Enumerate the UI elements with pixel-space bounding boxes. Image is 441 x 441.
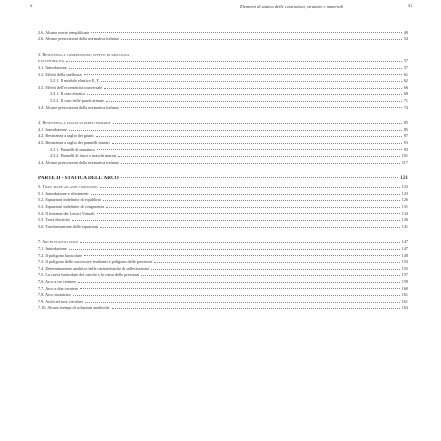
dot-leader	[106, 101, 402, 102]
section-gap	[38, 165, 408, 174]
toc-entry-title: 3.3. Effetti dell'eccentricità trasversale	[38, 84, 103, 90]
dot-leader	[73, 295, 400, 296]
toc-entry-sec[interactable]	[38, 216, 408, 223]
toc-entry-title: 5. Travi piane ad asse curvilineo	[38, 184, 98, 190]
toc-entry-page: 66	[403, 84, 408, 90]
toc-entry-page: 123	[401, 184, 408, 190]
dot-leader	[121, 39, 402, 40]
toc-entry-title: 5.1. Introduzione e riferimenti	[38, 190, 89, 196]
toc-entry-page: 161	[401, 298, 408, 304]
toc-entry-page: 155	[401, 265, 408, 271]
toc-entry-page: 57	[403, 64, 408, 70]
toc-entry-title: 3.3.1. Il caso elastico	[50, 91, 86, 97]
toc-entry-title: 5.4. Il teorema dei Lavori Virtuali	[38, 210, 95, 216]
dot-leader	[72, 220, 400, 221]
toc-entry-page: 126	[401, 197, 408, 203]
toc-entry-chapter[interactable]	[38, 238, 408, 245]
dot-leader	[121, 163, 400, 164]
toc-entry-chapter[interactable]	[38, 183, 408, 190]
toc-entry-title: 4.2. Resistenza a taglio dei giunti	[38, 133, 94, 139]
dot-leader	[87, 94, 401, 95]
section-gap	[38, 229, 408, 238]
running-title: Elementi di statica delle costruzioni, strutture e materiali	[240, 4, 344, 9]
toc-entry-page: 85	[403, 120, 408, 126]
dot-leader	[112, 143, 402, 144]
dot-leader	[80, 242, 400, 243]
toc-entry-sec[interactable]	[38, 202, 408, 209]
toc-entry-title: 7. Archi elastici piani	[38, 239, 78, 245]
toc-entry-sec[interactable]	[38, 297, 408, 304]
toc-entry-title: 3.3.2. Il caso delle pareti armate	[50, 97, 104, 103]
toc-entry-title: 3.4. Alcune prescrizioni della normativa italiana	[38, 104, 119, 110]
toc-entry-page: 49	[403, 29, 408, 35]
toc-entry-page: 74	[403, 104, 408, 110]
toc-entry-sec[interactable]	[38, 258, 408, 265]
toc-entry-sec[interactable]	[38, 125, 408, 132]
toc-entry-sub[interactable]	[38, 90, 408, 97]
toc-entry-title: 7.4. Determinazione analitica delle caratteristiche di sollecitazione	[38, 265, 150, 271]
toc-entry-title: 3.1. Introduzione	[38, 64, 67, 70]
toc-entry-title: 7.7. Arco a due cerniere	[38, 285, 78, 291]
dot-leader	[106, 207, 400, 208]
toc-entry-sec[interactable]	[38, 291, 408, 298]
toc-entry-title: 7.5. La curva funicolare dei carichi e la curva delle pressioni	[38, 272, 140, 278]
dot-leader	[100, 227, 400, 228]
toc-entry-sec[interactable]	[38, 284, 408, 291]
running-header	[0, 4, 441, 16]
dot-leader	[91, 32, 402, 33]
dot-leader	[78, 282, 399, 283]
dot-leader	[97, 149, 402, 150]
toc-entry-sec[interactable]	[38, 158, 408, 165]
toc-entry-title: 4.3. Resistenza a taglio dei pannelli murari	[38, 139, 110, 145]
toc-entry-page: 117	[401, 159, 408, 165]
toc-entry-title: 7.2. Il poligono funicolare	[38, 252, 82, 258]
toc-entry-page: 148	[401, 252, 408, 258]
toc-entry-title: 4.3.1. Pannelli di muratura	[50, 146, 95, 152]
toc-entry-title: 5.2. Equazioni indefinite di equilibrio	[38, 197, 102, 203]
dot-leader	[100, 187, 400, 188]
toc-entry-sec[interactable]	[38, 83, 408, 90]
toc-entry-chapter[interactable]	[38, 119, 408, 126]
toc-entry-page: 136	[401, 217, 408, 223]
dot-leader	[96, 136, 402, 137]
toc-entry-page: 121	[400, 174, 408, 181]
dot-leader	[80, 288, 400, 289]
toc-entry-title: 3. Resistenza a compressione: effetti di snellezza	[38, 51, 130, 57]
toc-entry-sub[interactable]	[38, 152, 408, 159]
toc-entry-page: 161	[401, 292, 408, 298]
toc-entry-sec[interactable]	[38, 277, 408, 284]
toc-entry-page: 134	[401, 210, 408, 216]
toc-entry-sec[interactable]	[38, 138, 408, 145]
toc-entry-page: 57	[403, 58, 408, 64]
toc-entry-page: 93	[403, 139, 408, 145]
dot-leader	[118, 156, 400, 157]
toc-entry-title: 7.3. Il poligono delle successive risultanti e poligono delle pressioni	[38, 259, 152, 265]
dot-leader	[141, 275, 399, 276]
dot-leader	[97, 213, 400, 214]
toc-entry-sec[interactable]	[38, 196, 408, 203]
toc-entry-sub[interactable]	[38, 96, 408, 103]
toc-entry-page: 87	[403, 133, 408, 139]
toc-entry-title: 7.6. Arco a tre cerniere	[38, 279, 77, 284]
toc-entry-page: 163	[401, 305, 408, 311]
dot-leader	[112, 308, 400, 309]
toc-entry-title: 5.3. Equazioni indefinite di congruenza	[38, 204, 105, 210]
toc-entry-sec[interactable]	[38, 132, 408, 139]
toc-entry-title: 2.6. Alcune prescrizioni della normativa italiana	[38, 36, 119, 42]
page-number-right: xi	[408, 4, 412, 9]
toc-entry-page: 131	[401, 204, 408, 210]
toc-entry-chapter[interactable]	[38, 57, 408, 64]
table-of-contents	[38, 28, 408, 310]
toc-entry-title: 5.5. Travi elastiche	[38, 217, 70, 223]
toc-entry-page: 147	[401, 239, 408, 245]
dot-leader	[69, 130, 402, 131]
toc-entry-page: 123	[401, 190, 408, 196]
toc-entry-sec[interactable]	[38, 209, 408, 216]
dot-leader	[85, 302, 399, 303]
toc-entry-page: 61	[403, 71, 408, 77]
toc-entry-page: 101	[401, 153, 408, 159]
toc-entry-sec[interactable]	[38, 251, 408, 258]
toc-entry-title: 4.1. Introduzione	[38, 126, 67, 132]
toc-entry-title: 7.1. Introduzione	[38, 246, 67, 252]
toc-entry-sec[interactable]	[38, 264, 408, 271]
page-number-left: x	[30, 4, 33, 9]
toc-entry-title: e eccentricità	[38, 58, 64, 64]
dot-leader	[91, 194, 400, 195]
toc-entry-chapter[interactable]	[38, 50, 408, 57]
toc-entry-sub[interactable]	[38, 77, 408, 84]
toc-entry-page: 153	[401, 259, 408, 265]
toc-entry-part[interactable]	[38, 174, 408, 183]
toc-entry-title: 4. Resistenza a taglio di pareti murarie	[38, 120, 111, 126]
dot-leader	[104, 88, 402, 89]
dot-leader	[84, 74, 402, 75]
toc-entry-title: 3.2.1. Il modulo elastico E_T	[50, 78, 99, 84]
dot-leader	[69, 249, 400, 250]
toc-entry-title: 7.10. Alcuni esempi di soluzioni analitiche	[38, 305, 110, 311]
toc-entry-page: 85	[403, 126, 408, 132]
toc-entry-page: 62	[403, 78, 408, 84]
toc-entry-sec[interactable]	[38, 103, 408, 110]
toc-entry-sec[interactable]	[38, 244, 408, 251]
toc-entry-page: 54	[403, 36, 408, 42]
toc-entry-page: 160	[401, 285, 408, 291]
dot-leader	[103, 200, 400, 201]
section-gap	[38, 41, 408, 50]
toc-entry-title: 7.9. Archi ad asse circolare	[38, 298, 84, 304]
section-gap	[38, 110, 408, 119]
toc-entry-page: 159	[401, 279, 408, 284]
dot-leader	[113, 123, 402, 124]
toc-entry-sec[interactable]	[38, 28, 408, 35]
toc-entry-page: 93	[403, 146, 408, 152]
toc-entry-page: 147	[401, 246, 408, 252]
toc-entry-title: 5.6. Trasformazione delle equazioni	[38, 223, 99, 229]
toc-entry-title: 4.3.2. Pannelli di fasce e maschi murari	[50, 153, 117, 159]
toc-entry-title: 3.2. Effetti della snellezza	[38, 71, 82, 77]
toc-entry-title: PARTE II - STATICA DELL'ARCO	[38, 175, 119, 181]
toc-entry-sec[interactable]	[38, 222, 408, 229]
toc-entry-sec[interactable]	[38, 63, 408, 70]
dot-leader	[69, 68, 402, 69]
toc-entry-page: 68	[403, 91, 408, 97]
toc-entry-title: 2.6. Alcune teorie semplificate	[38, 29, 90, 35]
toc-entry-page: 71	[403, 97, 408, 103]
toc-entry-sec[interactable]	[38, 35, 408, 42]
dot-leader	[121, 107, 402, 108]
dot-leader	[151, 269, 399, 270]
toc-entry-sec[interactable]	[38, 70, 408, 77]
toc-entry-sub[interactable]	[38, 145, 408, 152]
dot-leader	[154, 262, 400, 263]
dot-leader	[121, 177, 398, 178]
toc-entry-page: 141	[401, 223, 408, 229]
toc-entry-sec[interactable]	[38, 271, 408, 278]
toc-entry-title: 7.8. Arco incastrato	[38, 292, 71, 298]
dot-leader	[66, 61, 402, 62]
toc-entry-title: 4.4. Alcune prescrizioni della normativa italiana	[38, 159, 119, 165]
dot-leader	[84, 255, 400, 256]
toc-entry-sec[interactable]	[38, 189, 408, 196]
toc-entry-page: 157	[401, 272, 408, 278]
toc-entry-sec[interactable]	[38, 304, 408, 311]
dot-leader	[101, 81, 402, 82]
